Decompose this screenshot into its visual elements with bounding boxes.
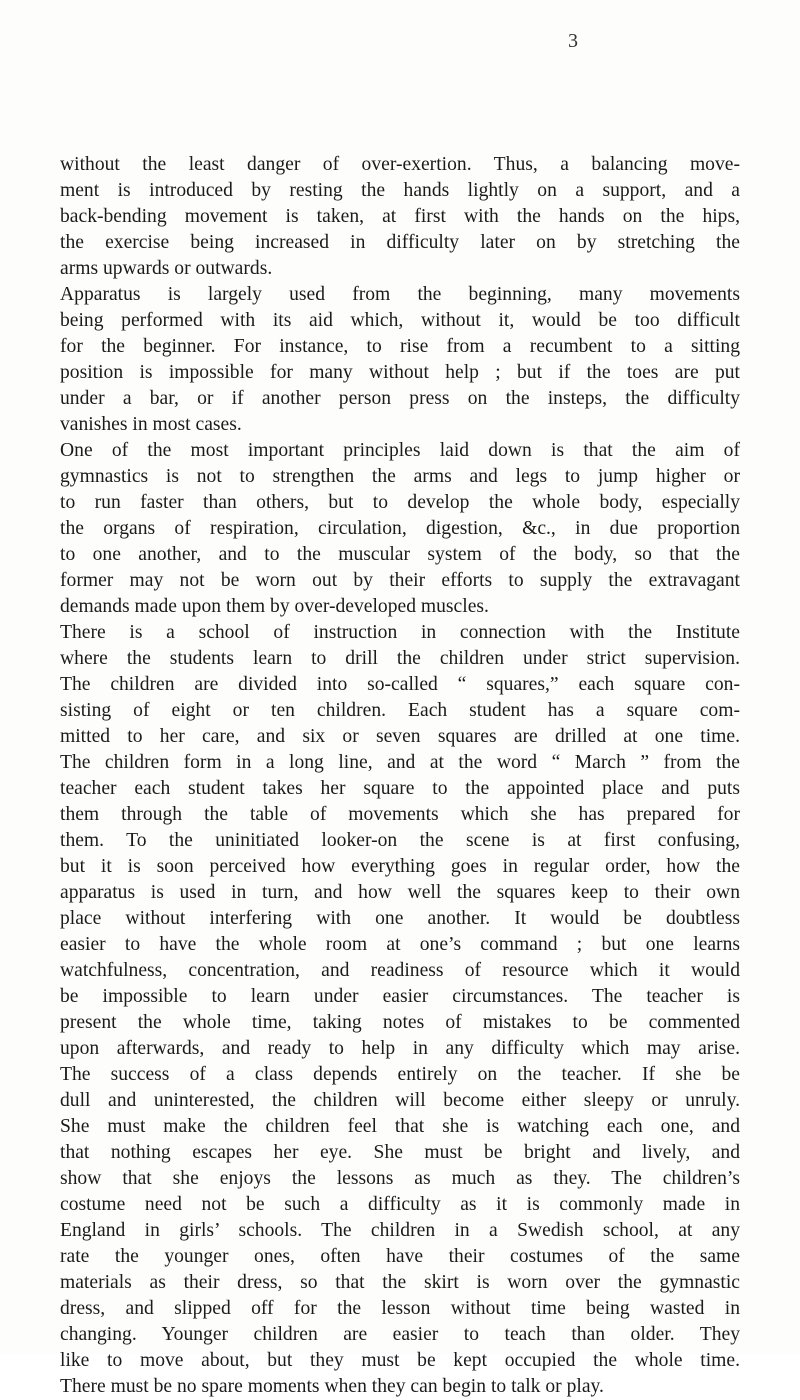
text-line: apparatus is used in turn, and how well the squares keep to their own <box>60 882 740 903</box>
text-line: being performed with its aid which, without it, would be too difficult <box>60 310 740 331</box>
text-line: back-bending movement is taken, at first with the hands on the hips, <box>60 206 740 227</box>
text-line: them. To the uninitiated looker-on the scene is at first confusing, <box>60 830 740 851</box>
text-line: where the students learn to drill the children under strict supervision. <box>60 648 740 669</box>
text-line: England in girls’ schools. The children in a Swedish school, at any <box>60 1220 740 1241</box>
text-line: There must be no spare moments when they can begin to talk or play. <box>60 1376 604 1397</box>
text-line: like to move about, but they must be kept occupied the whole time. <box>60 1350 740 1371</box>
text-line: position is impossible for many without help ; but if the toes are put <box>60 362 740 383</box>
text-line: place without interfering with one another. It would be doubtless <box>60 908 740 929</box>
text-line: to run faster than others, but to develop the whole body, especially <box>60 492 740 513</box>
text-line: gymnastics is not to strengthen the arms and legs to jump higher or <box>60 466 740 487</box>
text-line: arms upwards or outwards. <box>60 258 273 279</box>
text-line: be impossible to learn under easier circumstances. The teacher is <box>60 986 740 1007</box>
text-line: sisting of eight or ten children. Each student has a square com- <box>60 700 740 721</box>
text-line: the organs of respiration, circulation, digestion, &c., in due proportion <box>60 518 740 539</box>
text-line: materials as their dress, so that the skirt is worn over the gymnastic <box>60 1272 740 1293</box>
body-text <box>60 152 740 1400</box>
text-line: former may not be worn out by their efforts to supply the extravagant <box>60 570 740 591</box>
text-line: One of the most important principles laid down is that the aim of <box>60 440 740 461</box>
text-line: vanishes in most cases. <box>60 414 242 435</box>
text-line: under a bar, or if another person press on the insteps, the difficulty <box>60 388 740 409</box>
text-line: without the least danger of over-exertion. Thus, a balancing move- <box>60 154 740 175</box>
text-line: for the beginner. For instance, to rise from a recumbent to a sitting <box>60 336 740 357</box>
text-line: The children form in a long line, and at the word “ March ” from the <box>60 752 740 773</box>
text-line: demands made upon them by over-developed muscles. <box>60 596 489 617</box>
text-line: watchfulness, concentration, and readiness of resource which it would <box>60 960 740 981</box>
text-line: upon afterwards, and ready to help in any difficulty which may arise. <box>60 1038 740 1059</box>
text-line: dress, and slipped off for the lesson without time being wasted in <box>60 1298 740 1319</box>
text-line: the exercise being increased in difficulty later on by stretching the <box>60 232 740 253</box>
text-line: The success of a class depends entirely on the teacher. If she be <box>60 1064 740 1085</box>
text-line: ment is introduced by resting the hands lightly on a support, and a <box>60 180 740 201</box>
text-line: Apparatus is largely used from the beginning, many movements <box>60 284 740 305</box>
text-line: She must make the children feel that she is watching each one, and <box>60 1116 740 1137</box>
text-line: The children are divided into so-called “ squares,” each square con- <box>60 674 740 695</box>
page-number: 3 <box>568 30 578 52</box>
text-line: teacher each student takes her square to the appointed place and puts <box>60 778 740 799</box>
text-line: show that she enjoys the lessons as much as they. The children’s <box>60 1168 740 1189</box>
text-line: mitted to her care, and six or seven squares are drilled at one time. <box>60 726 740 747</box>
text-line: that nothing escapes her eye. She must be bright and lively, and <box>60 1142 740 1163</box>
text-line: present the whole time, taking notes of mistakes to be commented <box>60 1012 740 1033</box>
text-line: costume need not be such a difficulty as it is commonly made in <box>60 1194 740 1215</box>
text-line: dull and uninterested, the children will become either sleepy or unruly. <box>60 1090 740 1111</box>
text-line: easier to have the whole room at one’s command ; but one learns <box>60 934 740 955</box>
text-line: but it is soon perceived how everything goes in regular order, how the <box>60 856 740 877</box>
text-line: rate the younger ones, often have their costumes of the same <box>60 1246 740 1267</box>
text-line: them through the table of movements which she has prepared for <box>60 804 740 825</box>
text-line: to one another, and to the muscular system of the body, so that the <box>60 544 740 565</box>
text-line: changing. Younger children are easier to teach than older. They <box>60 1324 740 1345</box>
text-line: There is a school of instruction in connection with the Institute <box>60 622 740 643</box>
